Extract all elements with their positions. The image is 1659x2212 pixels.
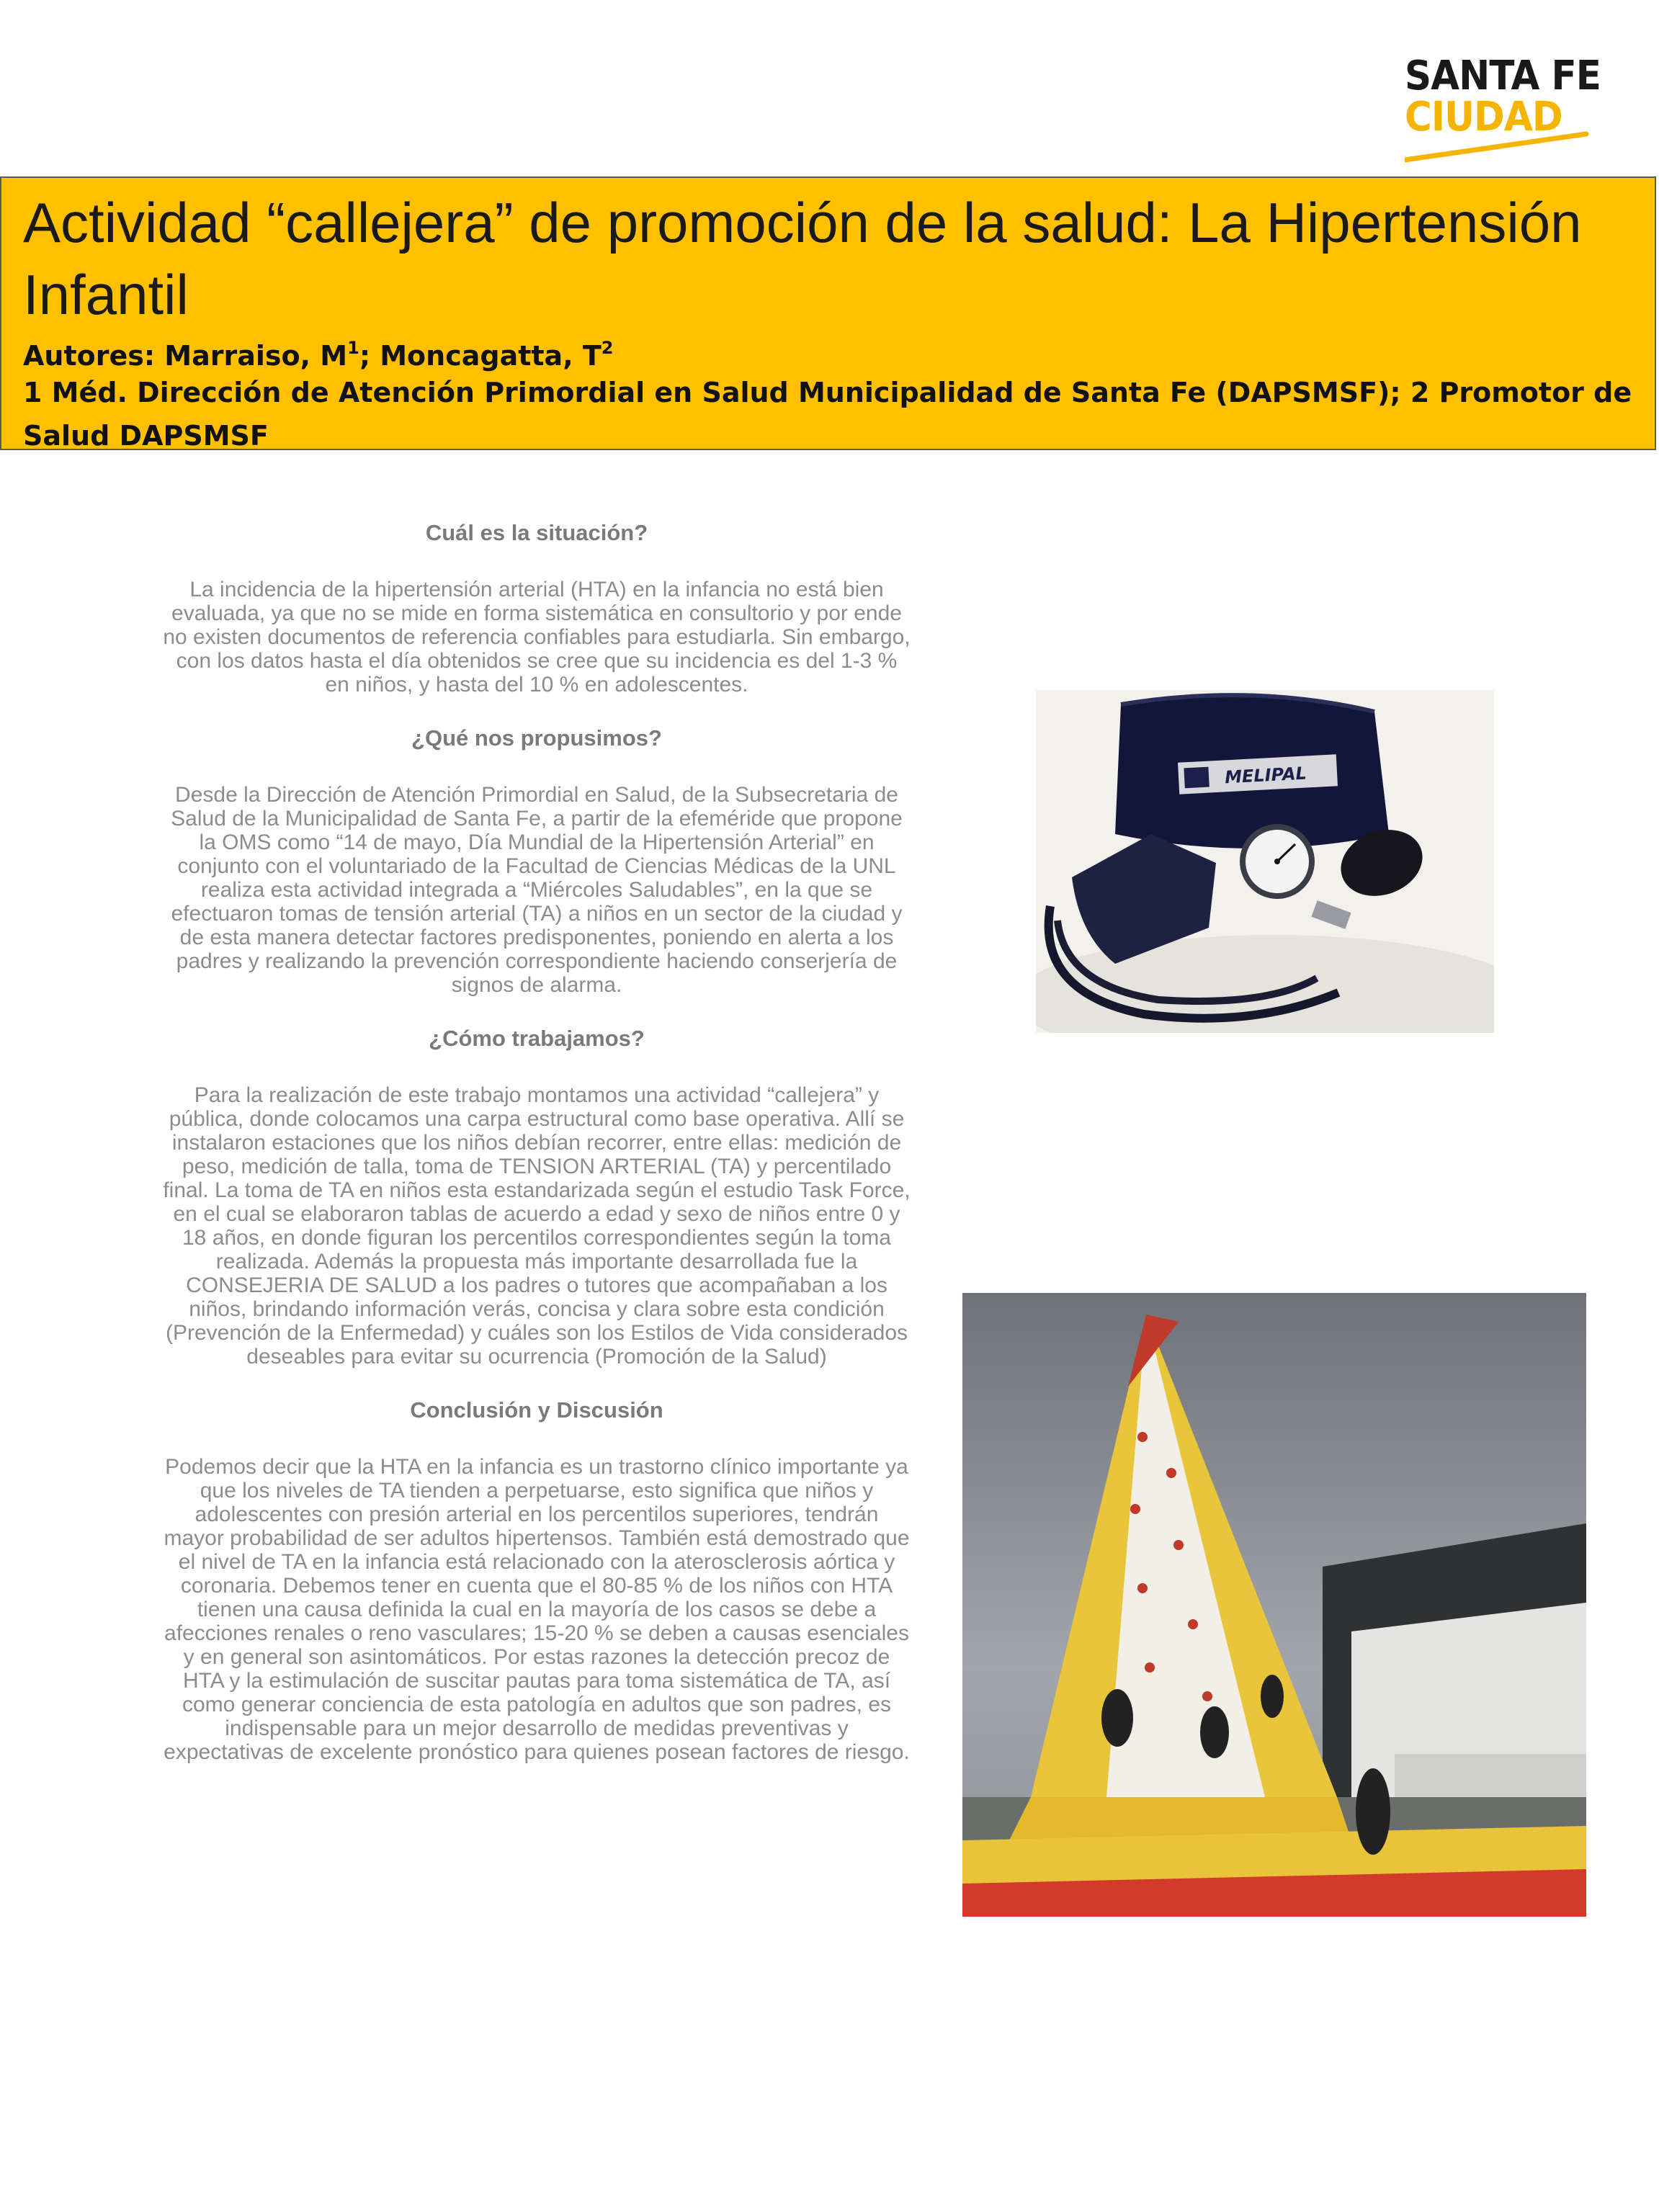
santa-fe-ciudad-logo [1405, 53, 1601, 186]
header-banner [0, 176, 1656, 450]
logo-line-2: CIUDAD [1405, 94, 1562, 140]
section-body-conclusion: Podemos decir que la HTA en la infancia es un trastorno clínico importante ya que los niveles de TA tienden a perpetuarse, esto significa que niños y adolescentes con presión arterial en los percentilos superiores, tendrán mayor probabilidad de ser adultos hipertensos. También está demostrado que el nivel de TA en la infancia está relacionado con la aterosclerosis aórtica y coronaria. Debemos tener en cuenta que el 80-85 % de los niños con HTA tienen una causa definida la cual en la mayoría de los casos se debe a afecciones renales o reno vasculares; 15-20 % se deben a causas esenciales y en general son asintomáticos. Por estas razones la detección precoz de HTA y la estimulación de suscitar pautas para toma sistemática de TA, así como generar conciencia de esta patología en adultos que son padres, es indispensable para un mejor desarrollo de medidas preventivas y expectativas de excelente pronóstico para quienes posean factores de riesgo. [164, 1455, 910, 1764]
authors-text-2: ; Moncagatta, T [359, 340, 602, 372]
section-body-propusimos: Desde la Dirección de Atención Primordial en Salud, de la Subsecretaria de Salud de la Municipalidad de Santa Fe, a partir de la efeméride que propone la OMS como “14 de mayo, Día Mundial de la Hipertensión Arterial” en conjunto con el voluntariado de la Facultad de Ciencias Médicas de la UNL realiza esta actividad integrada a “Miércoles Saludables”, en la que se efectuaron tomas de tensión arterial (TA) a niños en un sector de la ciudad y de esta manera detectar factores predisponentes, poniendo en alerta a los padres y realizando la prevención correspondiente haciendo conserjería de signos de alarma. [171, 783, 903, 997]
authors-text-1: Autores: Marraiso, M [23, 340, 348, 372]
section-heading-propusimos: ¿Qué nos propusimos? [411, 725, 662, 751]
authors-line [23, 328, 614, 376]
section-heading-situacion: Cuál es la situación? [425, 520, 648, 545]
photo-inflatable-climbing-tower [962, 1293, 1586, 1917]
section-heading-conclusion: Conclusión y Discusión [410, 1397, 663, 1423]
logo-line-1: SANTA FE [1405, 53, 1601, 99]
authors-superscript-1: 1 [347, 338, 359, 358]
photo-sphygmomanometer [1036, 690, 1494, 1033]
text-column [162, 519, 911, 1764]
bag-label: MELIPAL [1224, 763, 1307, 788]
authors-superscript-2: 2 [601, 338, 614, 358]
logo-underline-swoosh [1405, 128, 1592, 164]
section-heading-trabajamos: ¿Cómo trabajamos? [429, 1026, 645, 1051]
section-body-trabajamos: Para la realización de este trabajo montamos una actividad “callejera” y pública, donde colocamos una carpa estructural como base operativa. Allí se instalaron estaciones que los niños debían recorrer, entre ellas: medición de peso, medición de talla, toma de TENSION ARTERIAL (TA) y percentilado final. La toma de TA en niños esta estandarizada según el estudio Task Force, en el cual se elaboraron tablas de acuerdo a edad y sexo de niños entre 0 y 18 años, en donde figuran los percentilos correspondientes según la toma realizada. Además la propuesta más importante desarrollada fue la CONSEJERIA DE SALUD a los padres o tutores que acompañaban a los niños, brindando información verás, concisa y clara sobre esta condición (Prevención de la Enfermedad) y cuáles son los Estilos de Vida considerados deseables para evitar su ocurrencia (Promoción de la Salud) [163, 1083, 911, 1369]
section-body-situacion: La incidencia de la hipertensión arterial (HTA) en la infancia no está bien evaluada, ya que no se mide en forma sistemática en consultorio y por ende no existen documentos de referencia confiables para estudiarla. Sin embargo, con los datos hasta el día obtenidos se cree que su incidencia es del 1-3 % en niños, y hasta del 10 % en adolescentes. [163, 578, 911, 697]
affiliation-line: 1 Méd. Dirección de Atención Primordial en Salud Municipalidad de Santa Fe (DAPSMSF); 2 Promotor de Salud DAPSMSF [23, 377, 1632, 452]
poster-title: Actividad “callejera” de promoción de la salud: La Hipertensión Infantil [23, 191, 1582, 326]
